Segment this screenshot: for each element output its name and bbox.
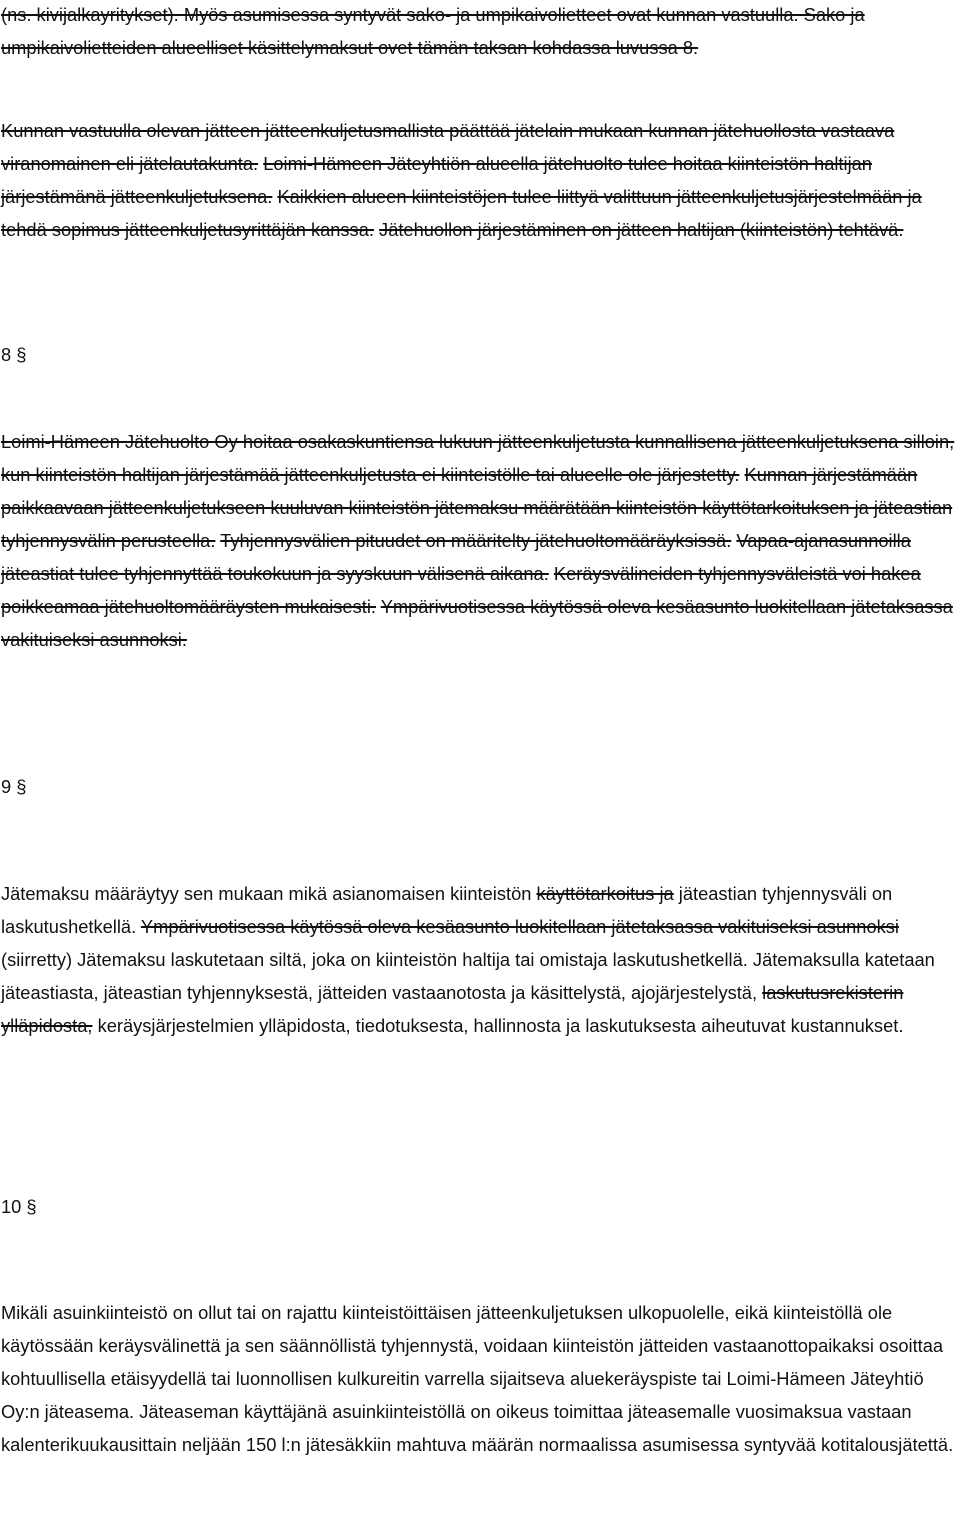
section-8-paragraph <box>1 425 956 656</box>
section-8-sentence-4: Vapaa-ajanasunnoilla jäteastiat tulee tyhjennyttää toukokuun ja syyskuun välisenä aikana. <box>1 530 911 584</box>
section-9-text-2: jäteastian tyhjennysväli on laskutushetkellä. <box>1 883 893 937</box>
section-9-deleted-1: käyttötarkoitus ja <box>536 883 674 904</box>
section-9-text-1: Jätemaksu määräytyy sen mukaan mikä asianomaisen kiinteistön <box>1 883 532 904</box>
section-8-sentence-3: Tyhjennysvälien pituudet on määritelty jätehuoltomääräyksissä. <box>220 530 732 551</box>
section-9-paragraph <box>1 877 956 1042</box>
section-10-paragraph <box>1 1296 956 1461</box>
intro-sentence: (ns. kivijalkayritykset). Myös asumisessa syntyvät sako- ja umpikaivolietteet ovat kunnan vastuulla. Sako ja umpikaivolietteiden alueelliset käsittelymaksut ovet tämän taksan kohdassa luvussa 8. <box>1 4 865 58</box>
section-9-deleted-2: Ympärivuotisessa käytössä oleva kesäasunto luokitellaan jätetaksassa vakituiseksi asunnoksi <box>140 916 899 937</box>
section-8-sentence-6: Ympärivuotisessa käytössä oleva kesäasunto luokitellaan jätetaksassa vakituiseksi asunnoksi. <box>1 596 953 650</box>
transport-sentence-1: Kunnan vastuulla olevan jätteen jätteenkuljetusmallista päättää jätelain mukaan kunnan jätehuollosta vastaava viranomainen eli jätelautakunta. <box>1 120 895 174</box>
section-9-text-5: keräysjärjestelmien ylläpidosta, tiedotuksesta, hallinnosta ja laskutuksesta aiheutuvat kustannukset. <box>97 1015 904 1036</box>
section-8-heading: 8 § <box>1 344 27 365</box>
section-10-sentence-2: Jäteaseman käyttäjänä asuinkiinteistöllä on oikeus toimittaa jäteasemalle vuosimaksua vastaan kalenterikuukausittain neljään 150 l:n jätesäkkiin mahtuva määrän normaalissa asumisessa syntyvää kotitalousjätettä. <box>1 1401 954 1455</box>
section-9-text-3: (siirretty) Jätemaksu laskutetaan siltä, joka on kiinteistön haltija tai omistaja laskutushetkellä. <box>1 949 748 970</box>
transport-paragraph <box>1 114 956 246</box>
transport-sentence-2: Loimi-Hämeen Jäteyhtiön alueella jätehuolto tulee hoitaa kiinteistön haltijan järjestämänä jätteenkuljetuksena. <box>1 153 872 207</box>
section-10-sentence-1: Mikäli asuinkiinteistö on ollut tai on rajattu kiinteistöittäisen jätteenkuljetuksen ulkopuolelle, eikä kiinteistöllä ole käytössään keräysvälinettä ja sen säännöllistä tyhjennystä, voidaan kiinteistön jätteiden vastaanottopaikaksi osoittaa kohtuullisella etäisyydellä tai luonnollisen kulkureitin varrella sijaitseva aluekeräyspiste tai Loimi-Hämeen Jäteyhtiö Oy:n jäteasema. <box>1 1302 944 1422</box>
transport-sentence-4: Jätehuollon järjestäminen on jätteen haltijan (kiinteistön) tehtävä. <box>379 219 904 240</box>
section-10-heading: 10 § <box>1 1196 37 1217</box>
section-9-heading: 9 § <box>1 776 27 797</box>
section-8-sentence-1: Loimi-Hämeen Jätehuolto Oy hoitaa osakaskuntiensa lukuun jätteenkuljetusta kunnallisena jätteenkuljetuksena silloin, kun kiinteistön haltijan järjestämää jätteenkuljetusta ei kiinteistölle tai alueelle ole järjestetty. <box>1 431 955 485</box>
transport-sentence-3: Kaikkien alueen kiinteistöjen tulee liittyä valittuun jätteenkuljetusjärjestelmään ja tehdä sopimus jätteenkuljetusyrittäjän kanssa. <box>1 186 922 240</box>
section-9-text-4: Jätemaksulla katetaan jäteastiasta, jäteastian tyhjennyksestä, jätteiden vastaanotosta ja käsittelystä, ajojärjestelystä, <box>1 949 935 1003</box>
intro-paragraph <box>1 0 956 64</box>
section-8-sentence-5: Keräysvälineiden tyhjennysväleistä voi hakea poikkeamaa jätehuoltomääräysten mukaisesti. <box>1 563 921 617</box>
section-9-deleted-3: laskutusrekisterin ylläpidosta, <box>1 982 904 1036</box>
section-8-sentence-2: Kunnan järjestämään paikkaavaan jätteenkuljetukseen kuuluvan kiinteistön jätemaksu määrätään kiinteistön käyttötarkoituksen ja jäteastian tyhjennysvälin perusteella. <box>1 464 953 551</box>
